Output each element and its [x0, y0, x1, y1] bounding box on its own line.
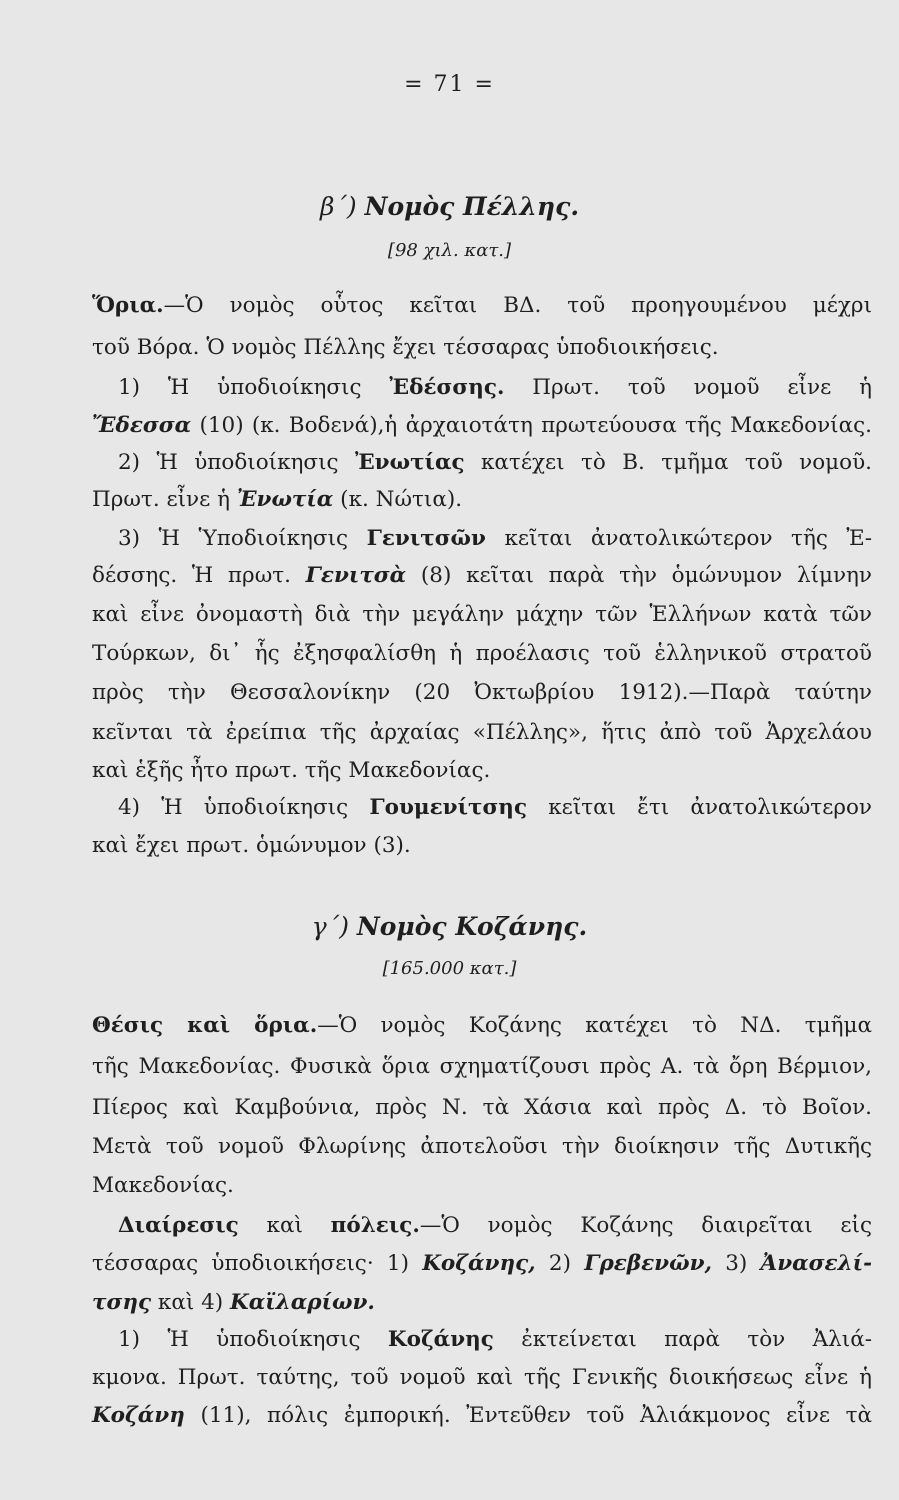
italic-placename: Ἐνωτία	[236, 487, 334, 512]
text-run: (κ. Νώτια).	[333, 487, 463, 512]
text-run: καὶ εἶνε ὀνομαστὴ διὰ τὴν μεγάλην μάχην τῶν Ἑλλήνων κατὰ τῶν	[92, 602, 872, 627]
text-run: κεῖται ἔτι ἀνατολικώτερον	[527, 795, 872, 820]
italic-placename: Κοζάνης,	[422, 1251, 536, 1276]
italic-placename: Ἔδεσσα	[92, 413, 192, 438]
section-b-title: Νομὸς Πέλλης.	[364, 192, 580, 221]
italic-placename: Καϊλαρίων.	[230, 1290, 375, 1315]
text-run: (10) (κ. Βοδενά),ἡ ἀρχαιοτάτη πρωτεύουσα τῆς Μακεδονίας.	[191, 413, 872, 438]
section-b-prefix: β΄)	[319, 192, 357, 221]
text-line	[92, 292, 872, 320]
text-run: Μετὰ τοῦ νομοῦ Φλωρίνης ἀποτελοῦσι τὴν διοίκησιν τῆς Δυτικῆς	[92, 1134, 872, 1159]
italic-placename: τσης	[92, 1290, 152, 1315]
text-run: κεῖται ἀνατολικώτερον τῆς Ἐ-	[485, 526, 873, 551]
text-line	[92, 334, 872, 362]
text-line	[118, 525, 872, 553]
text-run: —Ὁ νομὸς οὗτος κεῖται ΒΔ. τοῦ προηγουμένου μέχρι	[163, 293, 872, 318]
text-run: δέσσης. Ἡ πρωτ.	[92, 563, 306, 588]
spaced-keyword: Θέσις καὶ ὅρια.	[92, 1013, 318, 1038]
text-run: 2)	[535, 1251, 585, 1276]
spaced-keyword: πόλεις.	[330, 1213, 420, 1238]
text-line	[92, 1012, 872, 1040]
text-run: ἐκτείνεται παρὰ τὸν Ἀλιά-	[493, 1327, 872, 1352]
italic-placename: Γενιτσὰ	[305, 563, 407, 588]
text-run: 4) Ἡ ὑποδιοίκησις	[118, 795, 370, 820]
text-line	[118, 794, 872, 822]
text-run: κατέχει τὸ Β. τμῆμα τοῦ νομοῦ.	[464, 450, 872, 475]
text-run: κμονα. Πρωτ. ταύτης, τοῦ νομοῦ καὶ τῆς Γενικῆς διοικήσεως εἶνε ἡ	[92, 1365, 872, 1390]
text-line	[92, 1364, 872, 1392]
text-line	[118, 449, 872, 477]
text-run: Πρωτ. τοῦ νομοῦ εἶνε ἡ	[504, 375, 873, 400]
spaced-keyword: Κοζάνης	[387, 1327, 494, 1352]
italic-placename: Γρεβενῶν,	[584, 1251, 712, 1276]
section-c-prefix: γ΄)	[311, 912, 349, 941]
text-line	[92, 601, 872, 629]
text-line	[92, 486, 872, 514]
text-run: κεῖνται τὰ ἐρείπια τῆς ἀρχαίας «Πέλλης», ἥτις ἀπὸ τοῦ Ἀρχελάου	[92, 720, 872, 745]
text-run: Πίερος καὶ Καμβούνια, πρὸς Ν. τὰ Χάσια καὶ πρὸς Δ. τὸ Βοῖον.	[92, 1095, 872, 1120]
italic-placename: Κοζάνη	[92, 1403, 185, 1428]
section-c-heading	[0, 912, 899, 941]
section-c-area: [165.000 κατ.]	[382, 958, 517, 979]
spaced-keyword: Ὅρια.	[92, 293, 164, 318]
text-run: (8) κεῖται παρὰ τὴν ὁμώνυμον λίμνην	[406, 563, 873, 588]
text-line	[92, 832, 872, 860]
text-run: τῆς Μακεδονίας. Φυσικὰ ὅρια σχηματίζουσι πρὸς Α. τὰ ὄρη Βέρμιον,	[92, 1054, 872, 1079]
text-run: τοῦ Βόρα. Ὁ νομὸς Πέλλης ἔχει τέσσαρας ὑποδιοικήσεις.	[92, 335, 719, 360]
text-line	[92, 640, 872, 668]
section-b-heading	[0, 192, 899, 221]
text-line	[92, 679, 872, 707]
text-run: —Ὁ νομὸς Κοζάνης διαιρεῖται εἰς	[419, 1213, 872, 1238]
text-run: 1) Ἡ ὑποδιοίκησις	[118, 375, 390, 400]
text-line	[92, 412, 872, 440]
text-run: καὶ ἑξῆς ἦτο πρωτ. τῆς Μακεδονίας.	[92, 758, 491, 783]
text-run: 3)	[711, 1251, 761, 1276]
italic-placename: Ἀνασελί-	[760, 1251, 872, 1276]
text-run: 2) Ἡ ὑποδιοίκησις	[118, 450, 355, 475]
text-run: 3) Ἡ Ὑποδιοίκησις	[118, 526, 367, 551]
text-run: 1) Ἡ ὑποδιοίκησις	[118, 1327, 388, 1352]
text-line	[92, 1053, 872, 1081]
text-run: καὶ ἔχει πρωτ. ὁμώνυμον (3).	[92, 833, 411, 858]
spaced-keyword: Γουμενίτσης	[369, 795, 528, 820]
text-line	[92, 1250, 872, 1278]
section-c-title: Νομὸς Κοζάνης.	[356, 912, 588, 941]
spaced-keyword: Ἐνωτίας	[354, 450, 465, 475]
text-line	[92, 1172, 872, 1200]
text-line	[118, 1212, 872, 1240]
text-run: Πρωτ. εἶνε ἡ	[92, 487, 237, 512]
text-line	[92, 719, 872, 747]
text-line	[118, 374, 872, 402]
text-run: Τούρκων, δι᾽ ἧς ἐξησφαλίσθη ἡ προέλασις τοῦ ἑλληνικοῦ στρατοῦ	[92, 641, 872, 666]
text-run: καὶ	[238, 1213, 331, 1238]
text-run: —Ὁ νομὸς Κοζάνης κατέχει τὸ ΝΔ. τμῆμα	[317, 1013, 872, 1038]
text-run: πρὸς τὴν Θεσσαλονίκην (20 Ὀκτωβρίου 1912).—Παρὰ ταύτην	[92, 680, 872, 705]
text-line	[118, 1326, 872, 1354]
spaced-keyword: Διαίρεσις	[118, 1213, 239, 1238]
text-line	[92, 1133, 872, 1161]
text-run: καὶ 4)	[151, 1290, 231, 1315]
page-number: = 71 =	[404, 72, 495, 97]
text-run: (11), πόλις ἐμπορική. Ἐντεῦθεν τοῦ Ἀλιάκμονος εἶνε τὰ	[184, 1403, 872, 1428]
text-line	[92, 562, 872, 590]
section-b-area: [98 χιλ. κατ.]	[387, 240, 512, 261]
text-line	[92, 757, 872, 785]
text-run: Μακεδονίας.	[92, 1173, 234, 1198]
text-run: τέσσαρας ὑποδιοικήσεις· 1)	[92, 1251, 423, 1276]
spaced-keyword: Γενιτσῶν	[366, 526, 486, 551]
text-line	[92, 1402, 872, 1430]
text-line	[92, 1289, 872, 1317]
spaced-keyword: Ἐδέσσης.	[389, 375, 505, 400]
text-line	[92, 1094, 872, 1122]
